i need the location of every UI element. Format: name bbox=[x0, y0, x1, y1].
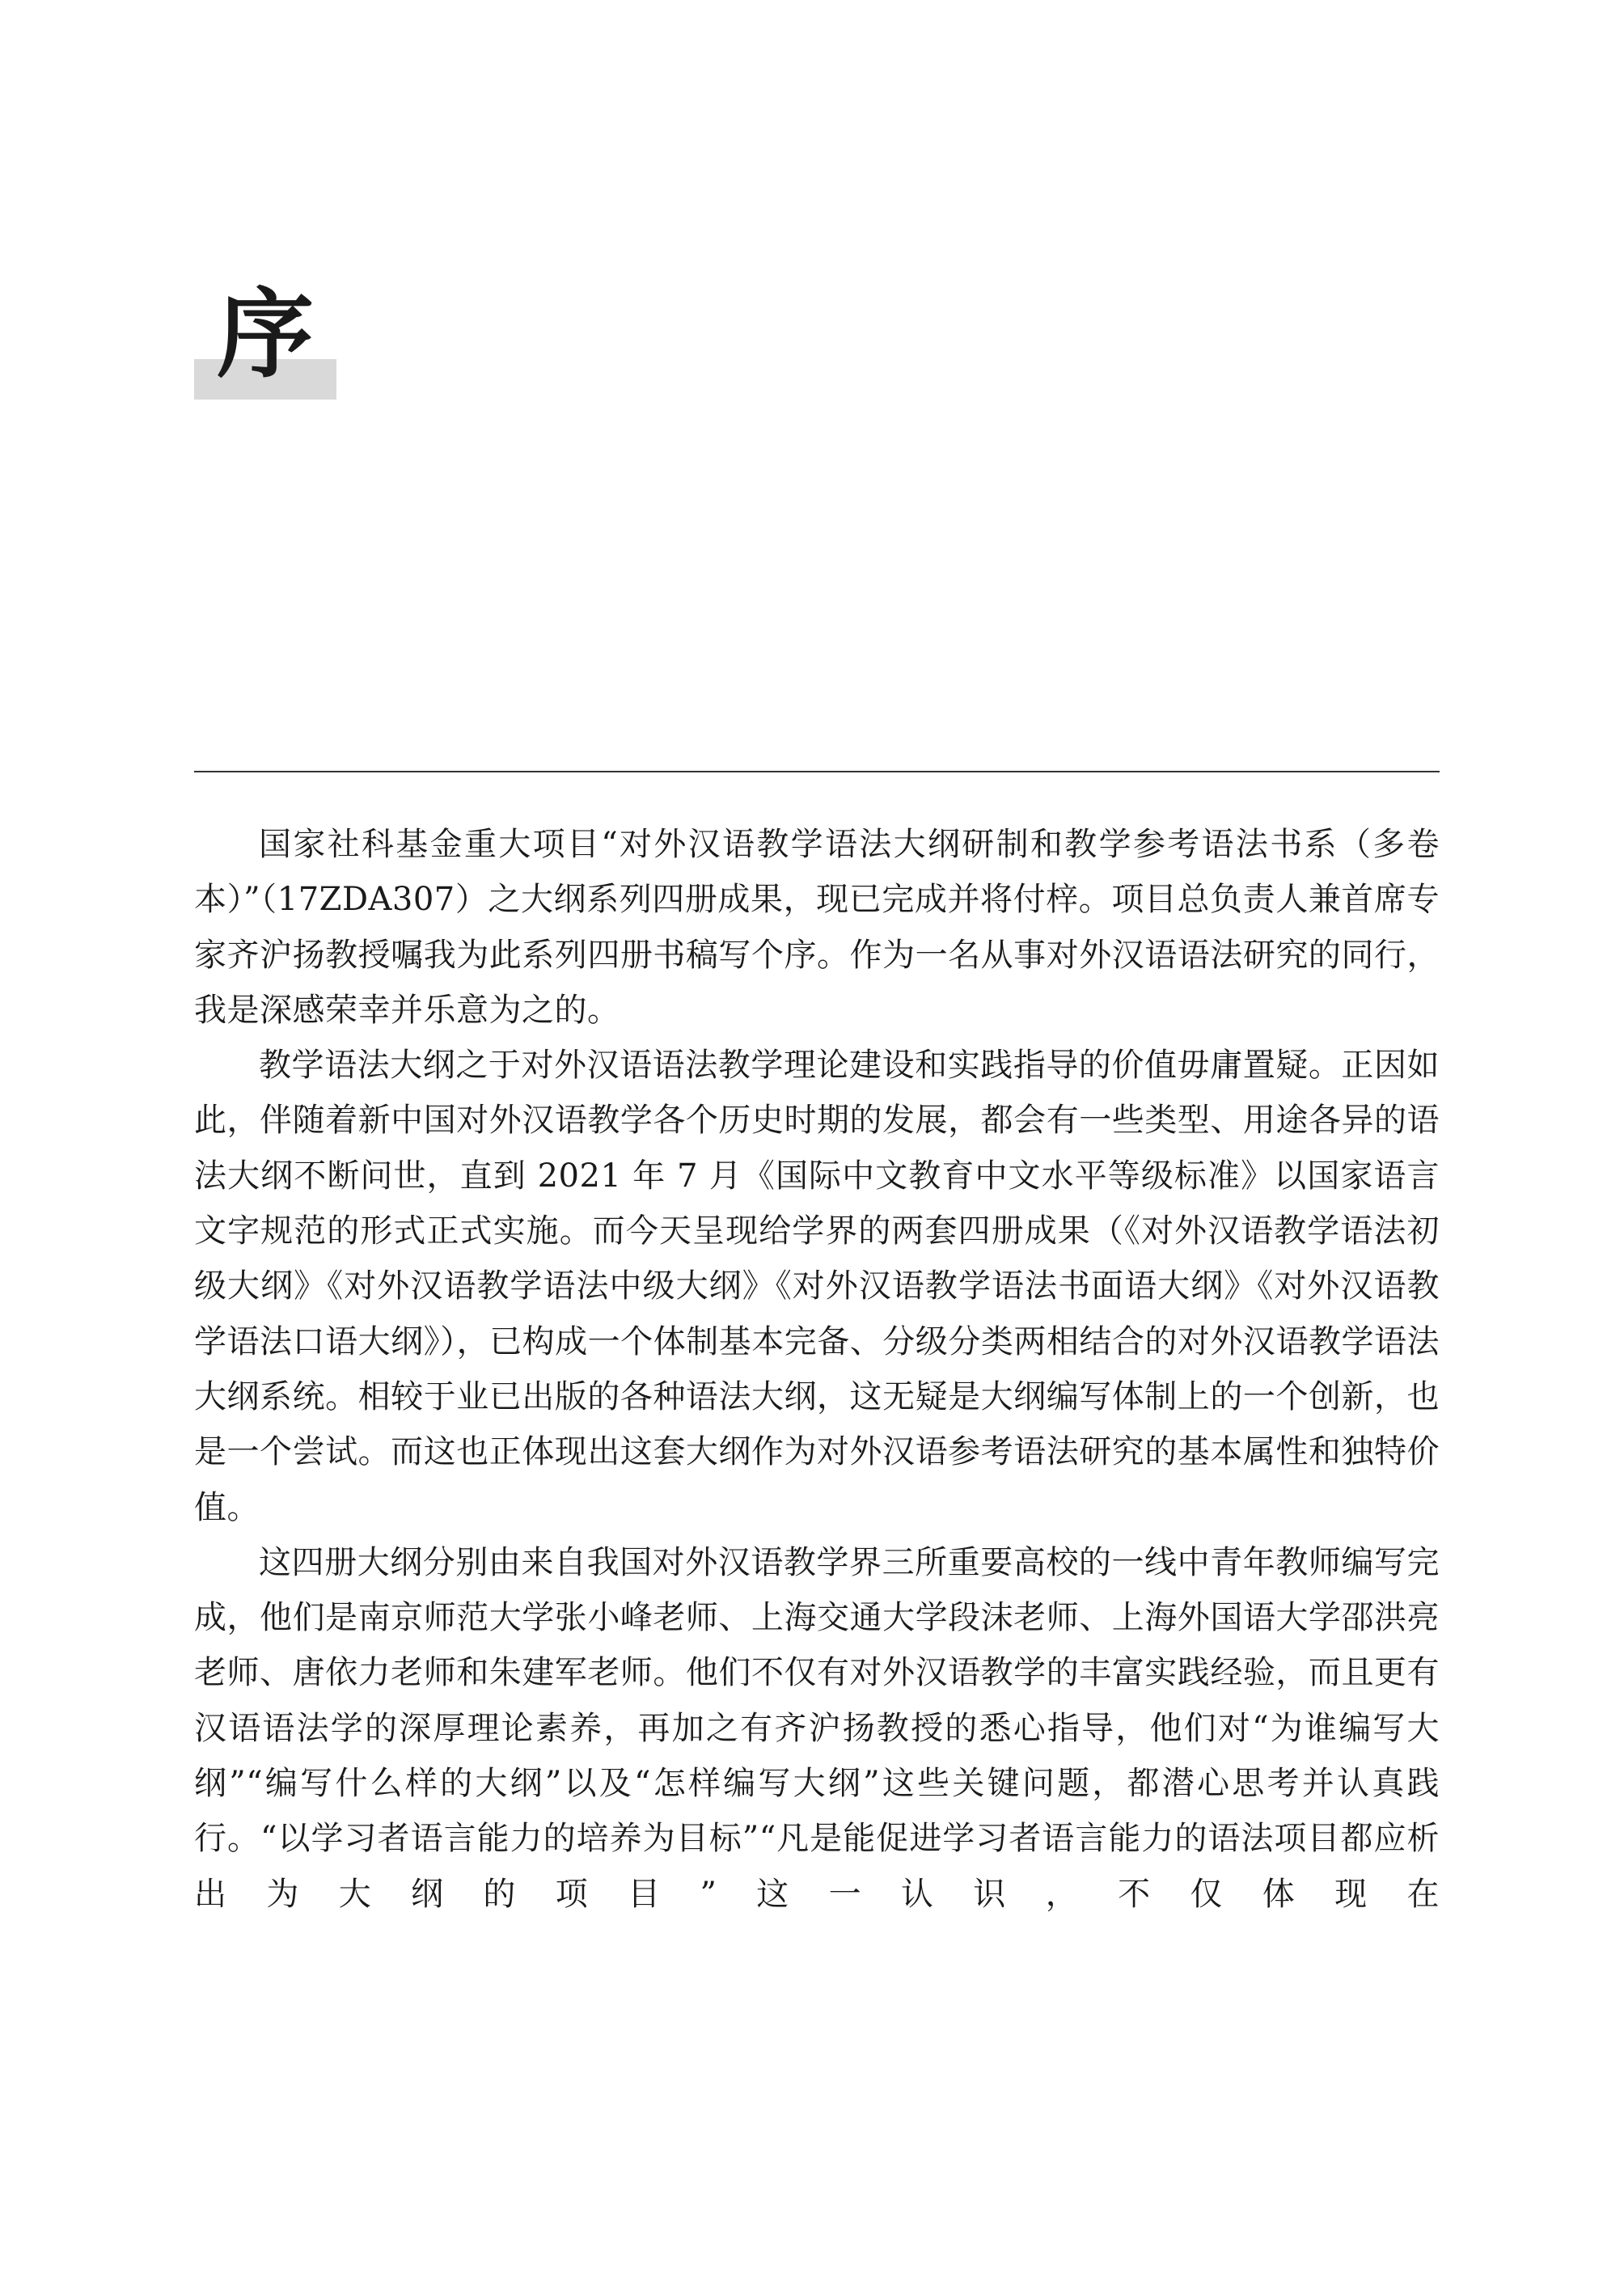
paragraph-1: 国家社科基金重大项目“对外汉语教学语法大纲研制和教学参考语法书系（多卷本）”（17ZDA307）之大纲系列四册成果，现已完成并将付梓。项目总负责人兼首席专家齐沪扬教授嘱我为此系列四册书稿写个序。作为一名从事对外汉语语法研究的同行，我是深感荣幸并乐意为之的。 bbox=[194, 826, 1440, 1029]
divider-rule bbox=[194, 771, 1440, 772]
section-heading bbox=[194, 275, 437, 404]
paragraph-2: 教学语法大纲之于对外汉语语法教学理论建设和实践指导的价值毋庸置疑。正因如此，伴随着新中国对外汉语教学各个历史时期的发展，都会有一些类型、用途各异的语法大纲不断问世，直到 2021 年 7 月《国际中文教育中文水平等级标准》以国家语言文字规范的形式正式实施。而今天呈现给学界的两套四册成果（《对外汉语教学语法初级大纲》《对外汉语教学语法中级大纲》《对外汉语教学语法书面语大纲》《对外汉语教学语法口语大纲》），已构成一个体制基本完备、分级分类两相结合的对外汉语教学语法大纲系统。相较于业已出版的各种语法大纲，这无疑是大纲编写体制上的一个创新，也是一个尝试。而这也正体现出这套大纲作为对外汉语参考语法研究的基本属性和独特价值。 bbox=[194, 1047, 1440, 1526]
body-text bbox=[194, 817, 1440, 1922]
paragraph-3: 这四册大纲分别由来自我国对外汉语教学界三所重要高校的一线中青年教师编写完成，他们是南京师范大学张小峰老师、上海交通大学段沫老师、上海外国语大学邵洪亮老师、唐依力老师和朱建军老师。他们不仅有对外汉语教学的丰富实践经验，而且更有汉语语法学的深厚理论素养，再加之有齐沪扬教授的悉心指导，他们对“为谁编写大纲”“编写什么样的大纲”以及“怎样编写大纲”这些关键问题，都潜心思考并认真践行。“以学习者语言能力的培养为目标”“凡是能促进学习者语言能力的语法项目都应析出为大纲的项目”这一认识，不仅体现在 bbox=[194, 1543, 1440, 1913]
page-title: 序 bbox=[217, 279, 314, 391]
